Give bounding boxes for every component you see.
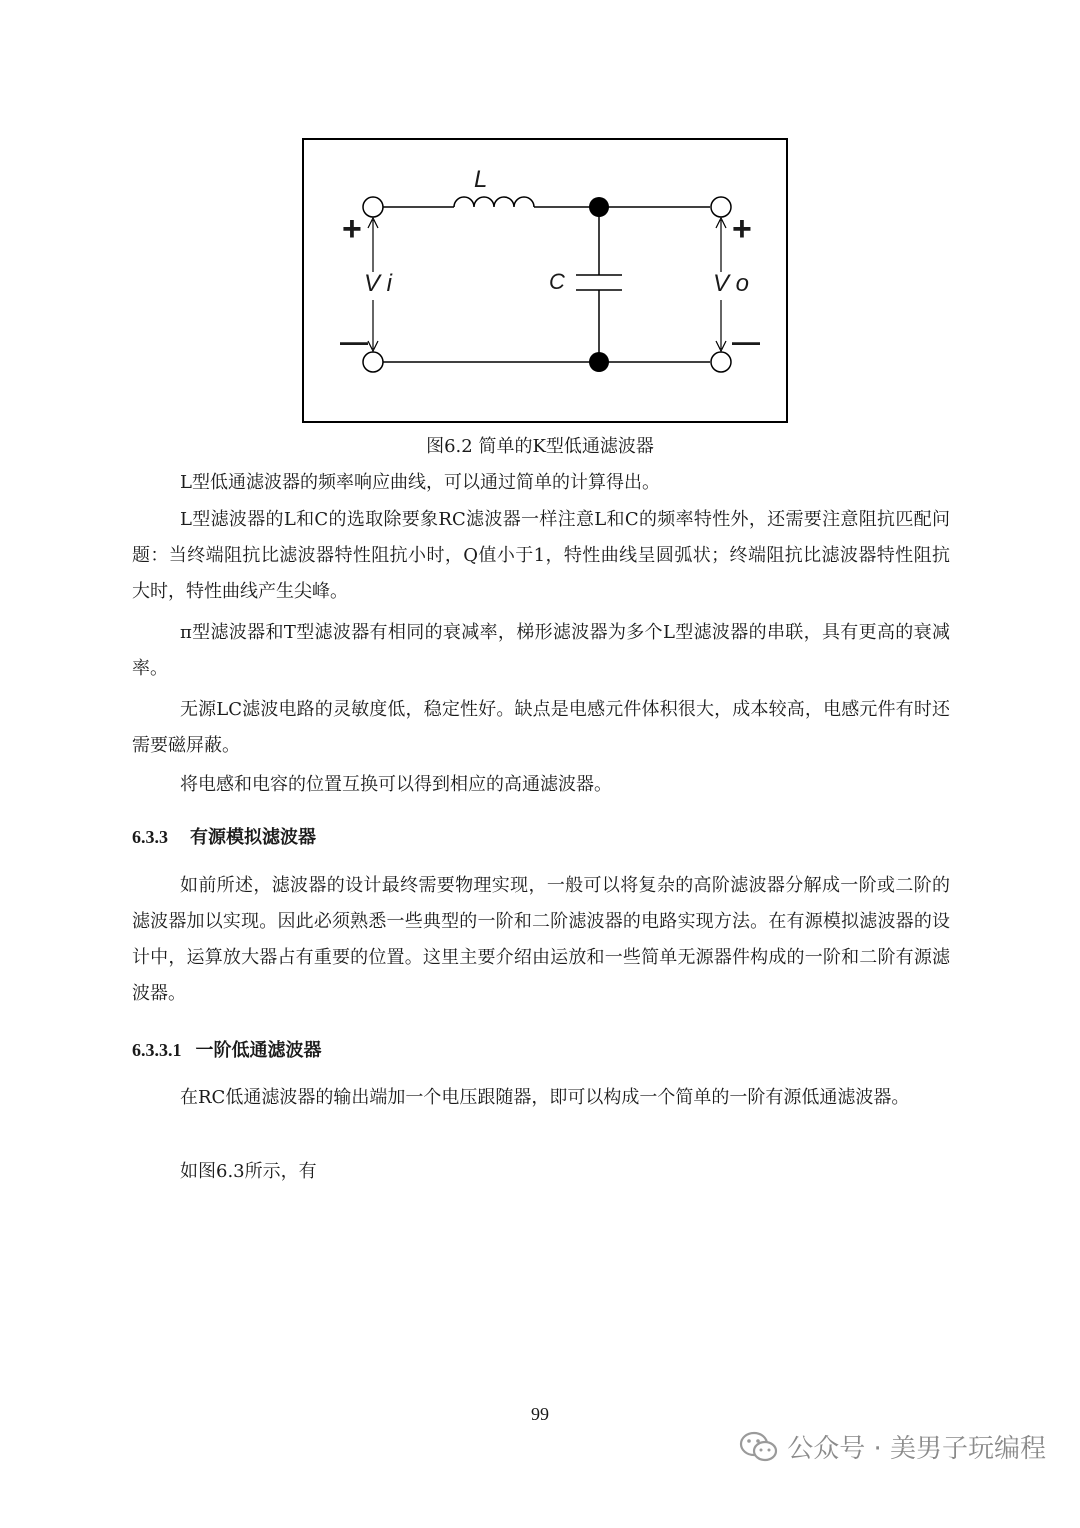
paragraph-6: 如前所述，滤波器的设计最终需要物理实现，一般可以将复杂的高阶滤波器分解成一阶或二阶的滤波器加以实现。因此必须熟悉一些典型的一阶和二阶滤波器的电路实现方法。在有源模拟滤波器的设计中，运算放大器占有重要的位置。这里主要介绍由运放和一些简单无源器件构成的一阶和二阶有源滤波器。 [132,875,950,1004]
wechat-icon [739,1430,779,1464]
section-title: 有源模拟滤波器 [190,827,316,848]
output-terminal-top [711,197,731,217]
paragraph-3: π型滤波器和T型滤波器有相同的衰减率，梯形滤波器为多个L型滤波器的串联，具有更高的衰减率。 [132,622,950,679]
subsection-number: 6.3.3.1 [132,1040,182,1060]
circuit-figure [302,138,788,423]
inductor-symbol [454,197,534,207]
paragraph-8: 如图6.3所示，有 [180,1161,317,1182]
input-voltage-label: V i [364,270,393,297]
page-number: 99 [531,1404,549,1424]
paragraph-7: 在RC低通滤波器的输出端加一个电压跟随器，即可以构成一个简单的一阶有源低通滤波器。 [180,1087,910,1108]
output-plus-sign: + [732,210,752,248]
input-terminal-top [363,197,383,217]
paragraph-4: 无源LC滤波电路的灵敏度低，稳定性好。缺点是电感元件体积很大，成本较高，电感元件有时还需要磁屏蔽。 [132,699,950,756]
paragraph-1: L型低通滤波器的频率响应曲线，可以通过简单的计算得出。 [180,472,660,493]
output-terminal-bottom [711,352,731,372]
junction-dot-bottom [589,352,609,372]
section-heading-6-3-3-1 [132,1036,322,1062]
paragraph-5: 将电感和电容的位置互换可以得到相应的高通滤波器。 [180,774,612,795]
watermark [739,1428,1046,1465]
section-number: 6.3.3 [132,827,168,847]
inductor-label: L [474,166,488,193]
output-minus-sign: — [732,326,760,357]
input-plus-sign: + [342,210,362,248]
junction-dot-top [589,197,609,217]
section-heading-6-3-3 [132,823,316,849]
paragraph-2: L型滤波器的L和C的选取除要象RC滤波器一样注意L和C的频率特性外，还需要注意阻抗匹配问题：当终端阻抗比滤波器特性阻抗小时，Q值小于1，特性曲线呈圆弧状；终端阻抗比滤波器特性阻抗大时，特性曲线产生尖峰。 [132,509,950,602]
input-minus-sign: — [340,326,368,357]
output-voltage-label: V o [713,270,750,297]
figure-caption: 图6.2 简单的K型低通滤波器 [426,436,654,457]
watermark-text: 公众号 · 美男子玩编程 [787,1434,1046,1464]
subsection-title: 一阶低通滤波器 [195,1040,322,1061]
capacitor-label: C [549,269,565,294]
